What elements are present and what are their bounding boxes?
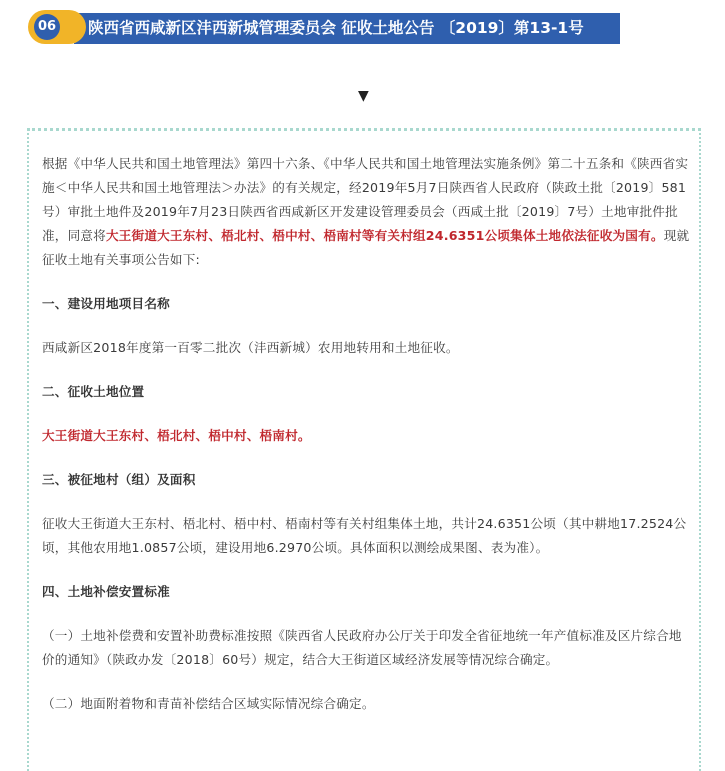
intro-text-2: 现就征收土地有关事项公告如下:: [42, 228, 690, 267]
section-header: [28, 10, 620, 44]
section-3-body: 征收大王街道大王东村、梧北村、梧中村、梧南村等有关村组集体土地，共计24.6351公顷（其中耕地17.2524公顷，其他农用地1.0857公顷，建设用地6.2970公顷。具体面积以测绘成果图、表为准）。: [42, 516, 687, 555]
intro-text-1: 根据《中华人民共和国土地管理法》第四十六条、《中华人民共和国土地管理法实施条例》第二十五条和《陕西省实施＜中华人民共和国土地管理法＞办法》的有关规定，经2019年5月7日陕西省人民政府（陕政土批〔2019〕581号）审批土地件及2019年7月23日陕西省西咸新区开发建设管理委员会（西咸土批〔2019〕7号）土地审批件批准，同意将: [42, 156, 689, 243]
intro-paragraph: [42, 152, 690, 272]
section-2-heading: 二、征收土地位置: [42, 384, 145, 399]
section-1-heading: 一、建设用地项目名称: [42, 296, 170, 311]
section-1-body: 西咸新区2018年度第一百零二批次（沣西新城）农用地转用和土地征收。: [42, 340, 459, 355]
section-number: 06: [34, 14, 60, 40]
section-2-body: 大王街道大王东村、梧北村、梧中村、梧南村。: [42, 428, 311, 443]
down-arrow-icon: ▼: [358, 88, 369, 104]
section-3-heading: 三、被征地村（组）及面积: [42, 472, 196, 487]
section-badge: [28, 10, 86, 44]
section-4-paragraph-2: （二）地面附着物和青苗补偿结合区域实际情况综合确定。: [42, 696, 375, 711]
page-title: 陕西省西咸新区沣西新城管理委员会 征收土地公告 〔2019〕第13-1号: [88, 19, 584, 37]
announcement-body: [42, 152, 690, 716]
section-4-heading: 四、土地补偿安置标准: [42, 584, 170, 599]
intro-highlight: 大王街道大王东村、梧北村、梧中村、梧南村等有关村组24.6351公顷集体土地依法征收为国有。: [105, 228, 664, 243]
section-4-paragraph-1: （一）土地补偿费和安置补助费标准按照《陕西省人民政府办公厅关于印发全省征地统一年产值标准及区片综合地价的通知》（陕政办发〔2018〕60号）规定，结合大王街道区域经济发展等情况综合确定。: [42, 628, 682, 667]
